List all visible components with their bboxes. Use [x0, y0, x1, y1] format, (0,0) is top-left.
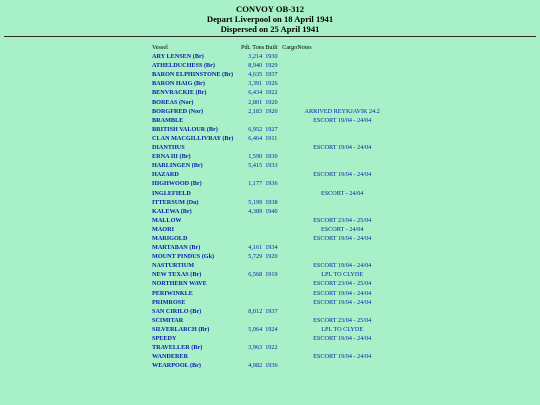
cargo-cell	[282, 325, 297, 334]
built-year-cell: 1911	[265, 134, 278, 142]
built-year-cell	[264, 289, 282, 298]
notes-cell: ESCORT 19/04 - 24/04	[313, 234, 372, 242]
tons-cell	[241, 170, 264, 179]
notes-cell	[297, 98, 387, 107]
cargo-cell	[282, 79, 297, 88]
tons-cell: 8,940	[248, 62, 263, 70]
table-row	[152, 279, 387, 288]
vessel-name-cell: ARY LENSEN (Br)	[152, 53, 204, 61]
built-year-cell: 1937	[265, 71, 278, 79]
notes-cell	[297, 243, 387, 252]
table-row	[152, 198, 387, 207]
vessel-name-cell: INGLEFIELD	[152, 189, 191, 197]
notes-cell	[297, 343, 387, 352]
vessel-name-cell: HARLINGEN (Br)	[152, 162, 203, 170]
tons-cell: 6,434	[248, 89, 263, 97]
notes-cell	[297, 307, 387, 316]
notes-cell	[297, 179, 387, 188]
vessel-name-cell: WEARPOOL (Br)	[152, 362, 201, 370]
notes-cell	[297, 361, 387, 370]
vessel-name-cell: NEW TEXAS (Br)	[152, 271, 202, 279]
cargo-cell	[282, 52, 297, 61]
built-year-cell: 1938	[265, 198, 278, 206]
page-header	[0, 0, 540, 34]
convoy-table	[152, 43, 387, 370]
cargo-cell	[282, 125, 297, 134]
vessel-name-cell: KALEWA (Br)	[152, 207, 192, 215]
cargo-cell	[282, 152, 297, 161]
cargo-cell	[282, 170, 297, 179]
vessel-name-cell: MOUNT PINDUS (Gk)	[152, 253, 215, 261]
table-row	[152, 325, 387, 334]
tons-cell: 6,568	[248, 271, 263, 279]
tons-cell: 3,963	[248, 344, 263, 352]
built-year-cell: 1922	[265, 344, 278, 352]
built-year-cell	[264, 170, 282, 179]
vessel-name-cell: CLAN MACGILLIVRAY (Br)	[152, 134, 234, 142]
tons-cell	[241, 261, 264, 270]
tons-cell	[241, 143, 264, 152]
tons-cell: 4,389	[248, 207, 263, 215]
built-year-cell	[264, 143, 282, 152]
vessel-name-cell: ITTERSUM (Du)	[152, 198, 199, 206]
vessel-name-cell: BORGFRED (Nor)	[152, 107, 204, 115]
table-row	[152, 216, 387, 225]
vessel-name-cell: PERIWINKLE	[152, 289, 193, 297]
vessel-name-cell: PRIMROSE	[152, 298, 186, 306]
cargo-cell	[282, 261, 297, 270]
vessel-name-cell: ATHELDUCHESS (Br)	[152, 62, 215, 70]
vessel-name-cell: BRAMBLE	[152, 116, 184, 124]
table-row	[152, 261, 387, 270]
tons-cell	[241, 289, 264, 298]
cargo-cell	[282, 216, 297, 225]
column-header-built: Built	[265, 44, 278, 51]
table-row	[152, 98, 387, 107]
cargo-cell	[282, 143, 297, 152]
cargo-cell	[282, 270, 297, 279]
dispersed-line: Dispersed on 25 April 1941	[220, 24, 320, 34]
built-year-cell	[264, 279, 282, 288]
tons-cell	[241, 234, 264, 243]
notes-cell: ESCORT 19/04 - 24/04	[313, 116, 372, 124]
tons-cell: 5,729	[248, 253, 263, 261]
vessel-name-cell: NASTURTIUM	[152, 262, 195, 270]
cargo-cell	[282, 161, 297, 170]
convoy-table-wrapper	[152, 43, 387, 370]
built-year-cell: 1926	[265, 80, 278, 88]
column-header-vessel: Vessel	[152, 44, 168, 51]
cargo-cell	[282, 289, 297, 298]
tons-cell: 2,183	[248, 107, 263, 115]
cargo-cell	[282, 243, 297, 252]
table-row	[152, 243, 387, 252]
vessel-name-cell: BENVRACKIE (Br)	[152, 89, 207, 97]
table-row	[152, 298, 387, 307]
vessel-name-cell: BARON ELPHINSTONE (Br)	[152, 71, 234, 79]
cargo-cell	[282, 298, 297, 307]
cargo-cell	[282, 234, 297, 243]
vessel-name-cell: SCIMITAR	[152, 316, 184, 324]
table-row	[152, 134, 387, 143]
cargo-cell	[282, 98, 297, 107]
notes-cell	[297, 134, 387, 143]
built-year-cell: 1933	[265, 162, 278, 170]
table-row	[152, 343, 387, 352]
notes-cell	[297, 79, 387, 88]
vessel-name-cell: DIANTHUS	[152, 144, 185, 152]
notes-cell: ESCORT 23/04 - 25/04	[313, 216, 372, 224]
table-row	[152, 225, 387, 234]
notes-cell: ESCORT - 24/04	[320, 225, 364, 233]
table-row	[152, 307, 387, 316]
built-year-cell: 1934	[265, 244, 278, 252]
vessel-name-cell: MARTABAN (Br)	[152, 244, 201, 252]
tons-cell	[241, 334, 264, 343]
cargo-cell	[282, 279, 297, 288]
vessel-name-cell: SAN CIRILO (Br)	[152, 307, 202, 315]
tons-cell: 4,982	[248, 362, 263, 370]
tons-cell: 5,064	[248, 325, 263, 333]
notes-cell	[297, 198, 387, 207]
vessel-name-cell: SPEEDY	[152, 335, 177, 342]
cargo-cell	[282, 252, 297, 261]
table-row	[152, 207, 387, 216]
table-row	[152, 61, 387, 70]
built-year-cell: 1929	[265, 62, 278, 70]
table-row	[152, 116, 387, 125]
built-year-cell	[264, 225, 282, 234]
vessel-name-cell: HIGHWOOD (Br)	[152, 180, 202, 188]
table-row	[152, 152, 387, 161]
vessel-name-cell: BOREAS (Nor)	[152, 98, 194, 106]
vessel-name-cell: ERNA III (Br)	[152, 153, 191, 161]
built-year-cell	[264, 352, 282, 361]
cargo-cell	[282, 207, 297, 216]
notes-cell: ESCORT 19/04 - 24/04	[313, 171, 372, 179]
built-year-cell: 1919	[265, 271, 278, 279]
tons-cell: 6,952	[248, 125, 263, 133]
notes-cell	[297, 52, 387, 61]
table-row	[152, 352, 387, 361]
table-row	[152, 70, 387, 79]
tons-cell: 8,012	[248, 307, 263, 315]
built-year-cell: 1920	[265, 253, 278, 261]
table-row	[152, 361, 387, 370]
notes-cell: ESCORT 19/04 - 24/04	[313, 262, 372, 270]
table-body	[152, 52, 387, 370]
notes-cell: ESCORT 19/04 - 24/04	[313, 144, 372, 152]
built-year-cell: 1920	[265, 107, 278, 115]
tons-cell: 4,161	[248, 244, 263, 252]
column-header-tons: Pdt. Tons	[241, 44, 265, 51]
table-row	[152, 107, 387, 116]
vessel-name-cell: WANDERER	[152, 353, 189, 361]
built-year-cell	[264, 216, 282, 225]
tons-cell: 6,464	[248, 134, 263, 142]
tons-cell: 1,177	[248, 180, 263, 188]
vessel-name-cell: MARIGOLD	[152, 234, 188, 242]
vessel-name-cell: MALLOW	[152, 216, 182, 224]
notes-cell: ARRIVED REYKJAVIK 24.2	[304, 107, 380, 115]
vessel-name-cell: BARON HAIG (Br)	[152, 80, 205, 88]
table-row	[152, 161, 387, 170]
notes-cell	[297, 252, 387, 261]
notes-cell	[297, 70, 387, 79]
notes-cell: LPL TO CLYDE	[321, 325, 364, 333]
table-row	[152, 79, 387, 88]
vessel-name-cell: NORTHERN WAVE	[152, 280, 207, 288]
built-year-cell	[264, 334, 282, 343]
tons-cell: 5,415	[248, 162, 263, 170]
cargo-cell	[282, 116, 297, 125]
built-year-cell: 1924	[265, 325, 278, 333]
cargo-cell	[282, 352, 297, 361]
tons-cell: 4,635	[248, 71, 263, 79]
notes-cell: ESCORT 19/04 - 24/04	[313, 353, 372, 361]
table-row	[152, 170, 387, 179]
notes-cell: ESCORT 19/04 - 24/04	[313, 298, 372, 306]
table-row	[152, 88, 387, 97]
vessel-name-cell: SILVERLARCH (Br)	[152, 325, 210, 333]
table-row	[152, 270, 387, 279]
cargo-cell	[282, 198, 297, 207]
table-row	[152, 52, 387, 61]
built-year-cell: 1927	[265, 125, 278, 133]
column-header-cargo: Cargo	[282, 44, 298, 51]
table-row	[152, 234, 387, 243]
column-header-notes: Notes	[297, 44, 312, 51]
table-row	[152, 316, 387, 325]
cargo-cell	[282, 107, 297, 116]
tons-cell: 1,590	[248, 153, 263, 161]
table-row	[152, 189, 387, 198]
header-divider	[4, 36, 536, 37]
notes-cell	[297, 207, 387, 216]
tons-cell	[241, 298, 264, 307]
notes-cell	[297, 61, 387, 70]
table-row	[152, 289, 387, 298]
built-year-cell: 1937	[265, 307, 278, 315]
cargo-cell	[282, 361, 297, 370]
tons-cell	[241, 189, 264, 198]
cargo-cell	[282, 225, 297, 234]
cargo-cell	[282, 334, 297, 343]
table-row	[152, 179, 387, 188]
built-year-cell: 1922	[265, 89, 278, 97]
cargo-cell	[282, 134, 297, 143]
cargo-cell	[282, 179, 297, 188]
notes-cell	[297, 161, 387, 170]
tons-cell	[241, 352, 264, 361]
cargo-cell	[282, 70, 297, 79]
built-year-cell: 1940	[265, 207, 278, 215]
notes-cell	[297, 125, 387, 134]
notes-cell: LPL TO CLYDE	[321, 271, 364, 279]
tons-cell	[241, 116, 264, 125]
notes-cell: ESCORT - 24/04	[320, 189, 364, 197]
vessel-name-cell: MAORI	[152, 225, 174, 233]
tons-cell	[241, 216, 264, 225]
notes-cell: ESCORT 19/04 - 24/04	[313, 335, 372, 342]
cargo-cell	[282, 316, 297, 325]
table-header-row	[152, 43, 387, 52]
notes-cell	[297, 152, 387, 161]
built-year-cell: 1936	[265, 180, 278, 188]
built-year-cell: 1920	[265, 98, 278, 106]
tons-cell: 5,199	[248, 198, 263, 206]
tons-cell: 2,801	[248, 98, 263, 106]
built-year-cell	[264, 116, 282, 125]
built-year-cell: 1930	[265, 153, 278, 161]
built-year-cell	[264, 189, 282, 198]
cargo-cell	[282, 343, 297, 352]
tons-cell	[241, 279, 264, 288]
vessel-name-cell: TRAVELLER (Br)	[152, 344, 203, 352]
cargo-cell	[282, 61, 297, 70]
cargo-cell	[282, 189, 297, 198]
table-row	[152, 252, 387, 261]
tons-cell	[241, 225, 264, 234]
notes-cell: ESCORT 23/04 - 25/04	[313, 280, 372, 288]
vessel-name-cell: BRITISH VALOUR (Br)	[152, 125, 218, 133]
built-year-cell: 1930	[265, 53, 278, 61]
built-year-cell	[264, 298, 282, 307]
depart-line: Depart Liverpool on 18 April 1941	[206, 14, 334, 24]
table-row	[152, 334, 387, 343]
notes-cell	[297, 88, 387, 97]
built-year-cell	[264, 261, 282, 270]
vessel-name-cell: HAZARD	[152, 171, 179, 179]
notes-cell: ESCORT 23/04 - 25/04	[313, 316, 372, 324]
built-year-cell	[264, 234, 282, 243]
table-row	[152, 143, 387, 152]
built-year-cell	[264, 316, 282, 325]
tons-cell	[241, 316, 264, 325]
table-row	[152, 125, 387, 134]
cargo-cell	[282, 307, 297, 316]
notes-cell: ESCORT 19/04 - 24/04	[313, 289, 372, 297]
tons-cell: 3,214	[248, 53, 263, 61]
built-year-cell: 1936	[265, 362, 278, 370]
page-title: CONVOY OB-312	[235, 4, 305, 14]
tons-cell: 3,391	[248, 80, 263, 88]
cargo-cell	[282, 88, 297, 97]
